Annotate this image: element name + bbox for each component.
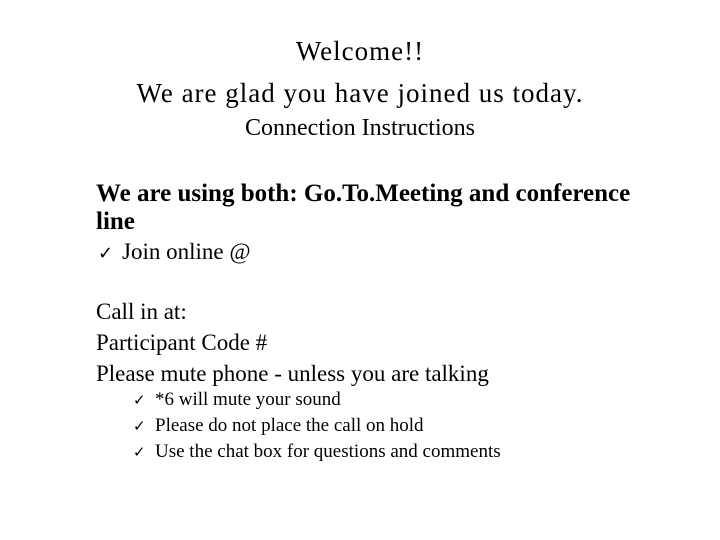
tip-item [133,416,424,435]
tip-text: Use the chat box for questions and comments [155,441,501,462]
call-in-label: Call in at: [96,299,187,324]
join-online-item [98,240,251,263]
section-title: Connection Instructions [245,115,475,141]
checkmark-icon: ✓ [98,243,114,264]
tip-item [133,390,341,409]
mute-instruction: Please mute phone - unless you are talking [96,361,489,386]
checkmark-icon: ✓ [133,417,146,435]
checkmark-icon: ✓ [133,391,146,409]
welcome-subtitle: We are glad you have joined us today. [136,78,584,108]
tip-text: *6 will mute your sound [155,389,341,410]
join-online-label: Join online @ [122,239,251,264]
welcome-title: Welcome!! [295,36,425,66]
participant-code-label: Participant Code # [96,330,268,355]
tip-item [133,442,501,461]
platform-heading: We are using both: Go.To.Meeting and conference line [96,180,631,235]
checkmark-icon: ✓ [133,443,146,461]
tip-text: Please do not place the call on hold [155,415,424,436]
